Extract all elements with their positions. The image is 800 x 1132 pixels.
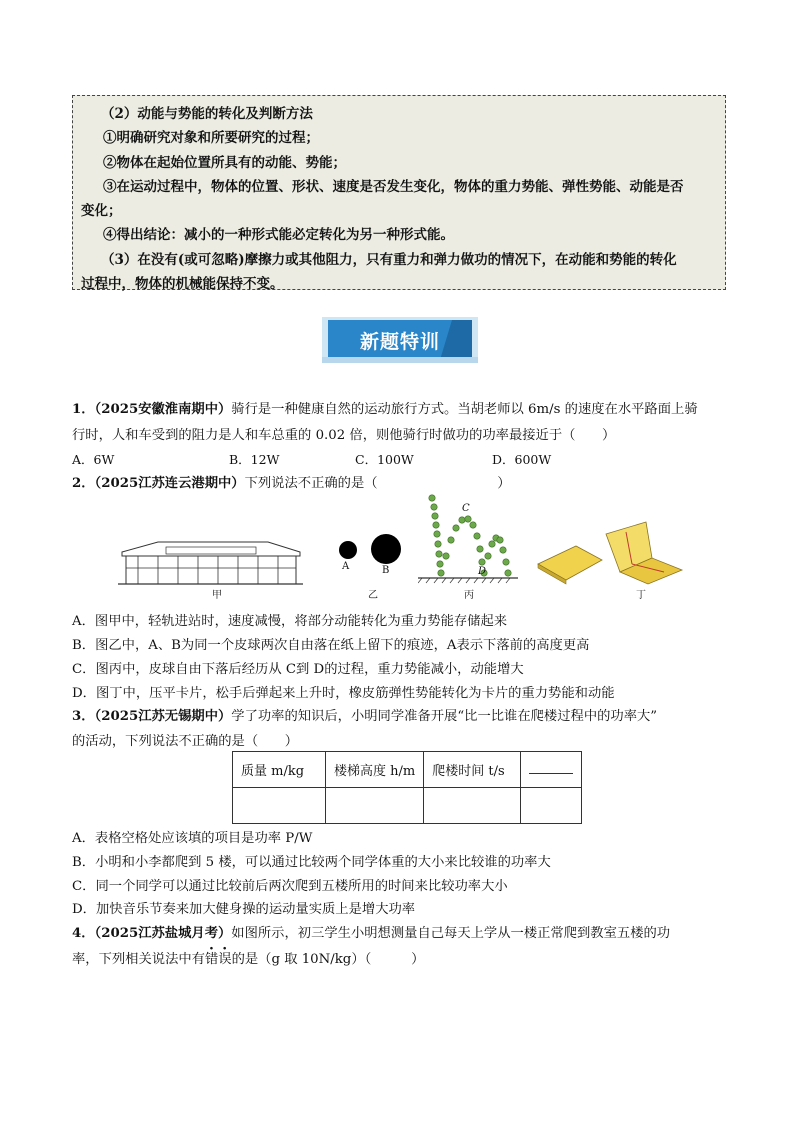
q2-option-b: B．图乙中，A、B为同一个皮球两次自由落在纸上留下的痕迹，A表示下落前的高度更高 [72,638,590,653]
q1-option-c: C．100W [355,452,414,467]
q2-option-a: A．图甲中，轻轨进站时，速度减慢，将部分动能转化为重力势能存储起来 [72,614,508,629]
summary-line: ①明确研究对象和所要研究的过程； [103,130,319,147]
figure-bing-label-c: C [462,503,470,514]
table-row [233,752,582,788]
q4-line2 [72,948,424,967]
q4-emphasis-2: 误 [218,952,232,967]
q3-option-d: D．加快音乐节奏来加大健身操的运动量实质上是增大功率 [72,902,416,917]
q1-text: 骑行是一种健康自然的运动旅行方式。当胡老师以 6m/s 的速度在水平路面上骑 [231,402,698,417]
figure-yi-label-a: A [342,561,350,572]
q2-text: 下列说法不正确的是（ ） [244,476,511,491]
q1-line1 [72,398,698,417]
summary-line: ③在运动过程中，物体的位置、形状、速度是否发生变化，物体的重力势能、弹性势能、动能是否 [103,178,684,195]
q3-line2: 的活动，下列说法不正确的是（ ） [72,734,299,749]
figure-yi-label-b: B [382,565,390,576]
figure-ding-cards [536,520,686,592]
table-cell [424,788,521,824]
summary-line: （3）在没有(或可忽略)摩擦力或其他阻力，只有重力和弹力做功的情况下，在动能和势能的转化 [101,251,677,268]
q3-number: 3． [72,709,95,724]
q2-line1 [72,472,511,491]
q4-text-post: 的是（g 取 10N/kg）（ ） [231,952,425,967]
figure-jia-label: 甲 [212,590,222,601]
q1-number: 1． [72,402,95,417]
q1-option-b: B．12W [229,452,280,467]
q2-source: （2025江苏连云港期中） [94,476,245,491]
table-header-height: 楼梯高度 h/m [326,752,424,788]
table-header-time: 爬楼时间 t/s [424,752,521,788]
q2-number: 2． [72,476,95,491]
table-header-mass: 质量 m/kg [233,752,326,788]
table-cell [233,788,326,824]
q1-source: （2025安徽淮南期中） [94,402,232,417]
summary-line: （2）动能与势能的转化及判断方法 [101,106,313,122]
figure-yi-label: 乙 [368,590,378,601]
figure-bing-label-d: D [478,566,487,577]
summary-box [72,95,726,293]
q4-emphasis-1: 错 [204,952,219,967]
q3-text: 学了功率的知识后，小明同学准备开展“比一比谁在爬楼过程中的功率大” [231,709,658,724]
q3-option-a: A．表格空格处应该填的项目是功率 P/W [72,831,313,846]
summary-line: ④得出结论：减小的一种形式能必定转化为另一种形式能。 [103,227,454,244]
blank-line [529,761,573,774]
table-row [233,788,582,824]
q4-text: 如图所示，初三学生小明想测量自己每天上学从一楼正常爬到教室五楼的功 [231,926,671,941]
q2-option-d: D．图丁中，压平卡片，松手后弹起来上升时，橡皮筋弹性势能转化为卡片的重力势能和动能 [72,686,615,701]
table-cell [521,788,582,824]
figure-ding-label: 丁 [636,590,646,601]
q3-table [232,751,582,824]
q1-option-d: D．600W [492,452,552,467]
q1-option-a: A．6W [72,452,115,467]
summary-line: 过程中，物体的机械能保持不变。 [81,276,284,293]
figure-jia-station [118,538,303,600]
table-cell [326,788,424,824]
figure-bing-label: 丙 [464,590,474,601]
q4-number: 4． [72,926,95,941]
section-banner [322,317,478,363]
q1-line2: 行时，人和车受到的阻力是人和车总重的 0.02 倍，则他骑行时做功的功率最接近于（ ） [72,428,616,443]
q4-source: （2025江苏盐城月考） [94,926,232,941]
q3-source: （2025江苏无锡期中） [94,709,232,724]
q3-option-b: B．小明和小李都爬到 5 楼，可以通过比较两个同学体重的大小来比较谁的功率大 [72,855,551,870]
table-header-blank [521,752,582,788]
q3-line1 [72,705,657,724]
banner-title: 新题特训 [359,331,440,353]
q2-option-c: C．图丙中，皮球自由下落后经历从 C到 D的过程，重力势能减小，动能增大 [72,662,524,677]
q3-option-c: C．同一个同学可以通过比较前后两次爬到五楼所用的时间来比较功率大小 [72,879,508,894]
q4-line1 [72,922,670,941]
q4-text-pre: 率，下列相关说法中有 [72,952,205,967]
summary-line: ②物体在起始位置所具有的动能、势能； [103,154,346,171]
summary-line: 变化； [81,203,122,220]
